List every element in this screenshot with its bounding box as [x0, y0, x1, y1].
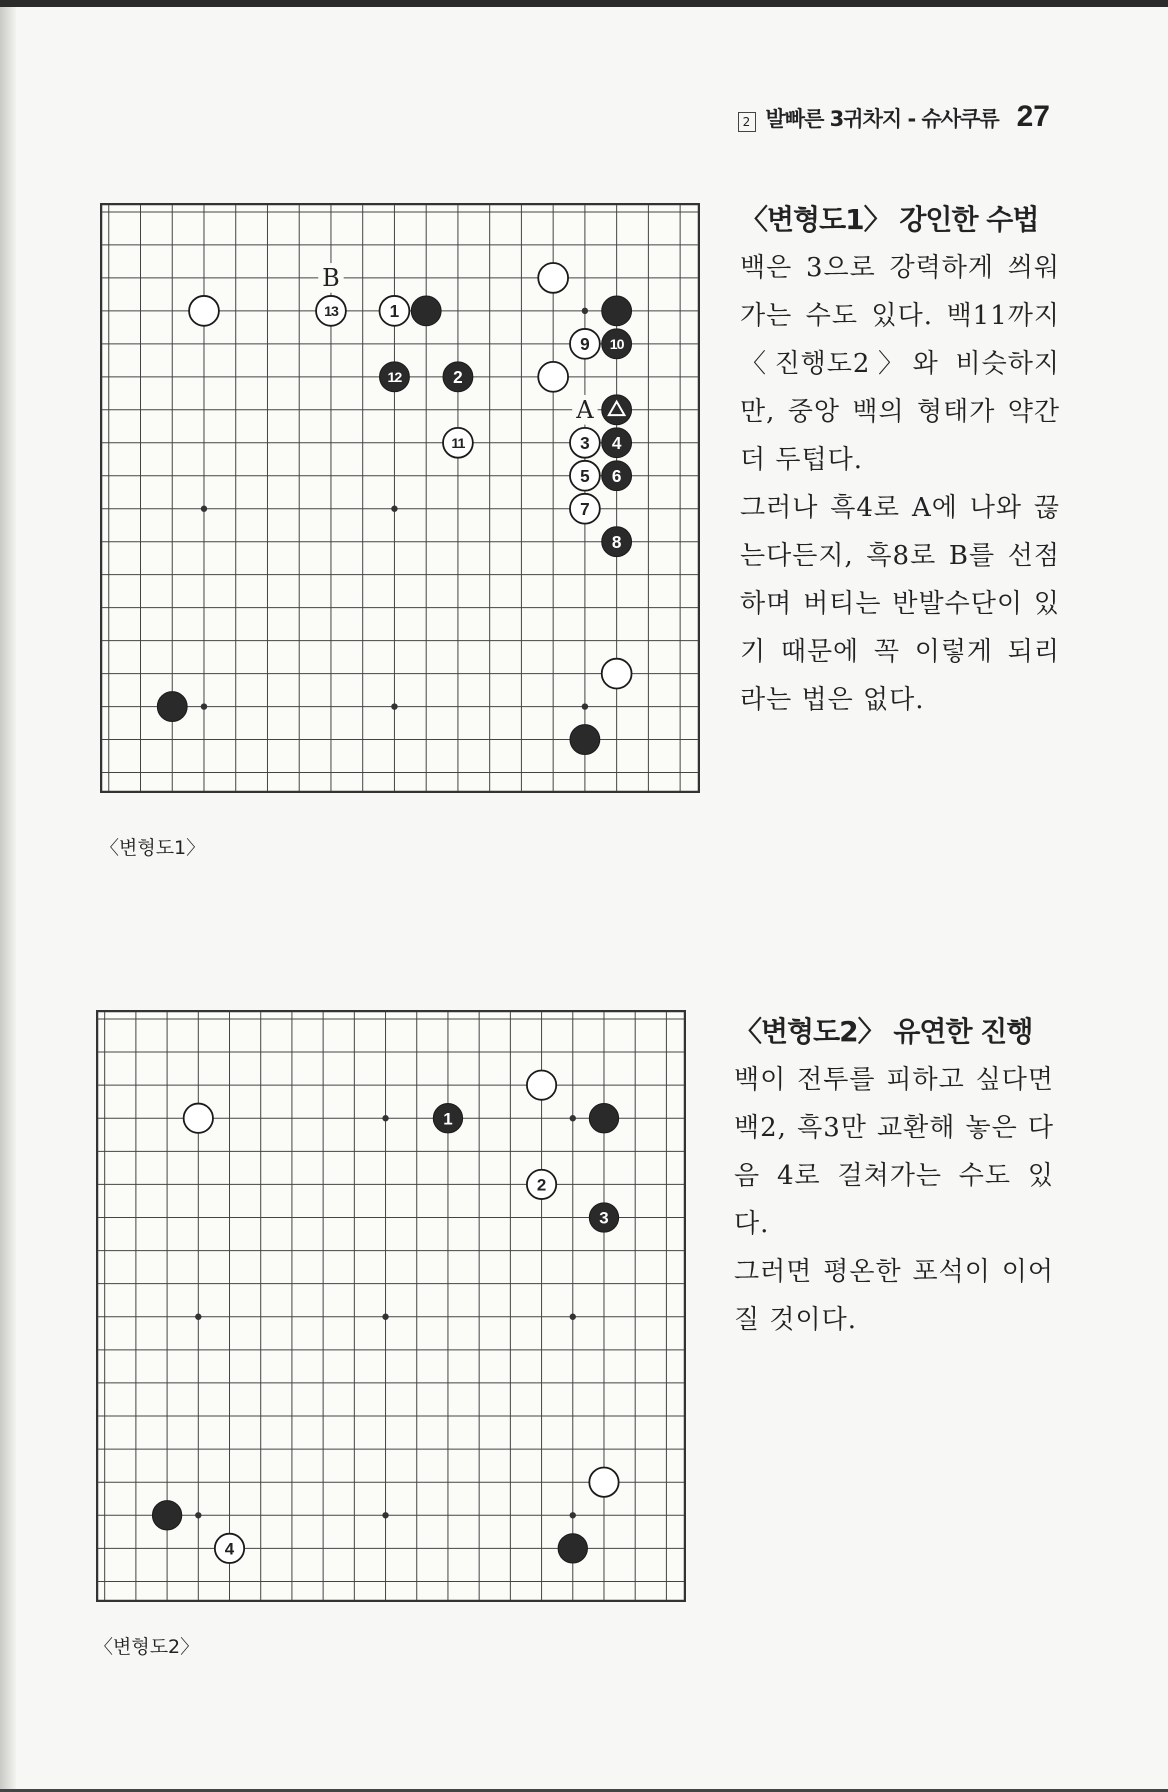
white-stone [538, 263, 568, 293]
star-point [195, 1512, 201, 1518]
board-frame [101, 204, 699, 792]
running-header [738, 100, 1051, 134]
white-stone [538, 362, 568, 392]
white-stone-3 [570, 428, 600, 458]
svg-text:2: 2 [536, 1175, 547, 1195]
svg-text:6: 6 [611, 465, 622, 486]
section-1-heading: 〈변형도1〉 강인한 수법 [740, 203, 1039, 236]
svg-text:5: 5 [580, 465, 590, 486]
black-stone-triangle [602, 395, 632, 425]
black-stone-1 [433, 1104, 462, 1133]
white-stone [589, 1468, 618, 1497]
svg-text:4: 4 [224, 1539, 235, 1559]
white-stone-5 [570, 461, 600, 491]
board-frame [97, 1011, 685, 1601]
white-stone [189, 296, 219, 326]
svg-text:13: 13 [324, 303, 338, 320]
black-stone-3 [589, 1203, 618, 1232]
svg-text:1: 1 [389, 301, 400, 322]
black-stone [558, 1534, 587, 1563]
svg-text:3: 3 [599, 1208, 609, 1228]
white-stone-9 [570, 329, 600, 359]
svg-text:7: 7 [580, 498, 590, 519]
star-point [382, 1115, 388, 1121]
white-stone-2 [527, 1170, 556, 1199]
section-2-paragraph-1: 백이 전투를 피하고 싶다면 백2, 흑3만 교환해 놓은 다음 4로 걸쳐가는 수도 있다. [734, 1065, 1054, 1239]
section-2-paragraph-2: 그러면 평온한 포석이 이어질 것이다. [734, 1257, 1054, 1335]
svg-text:12: 12 [387, 369, 402, 386]
black-stone [152, 1501, 181, 1530]
section-1-paragraph-2: 그러나 흑4로 A에 나와 끊는다든지, 흑8로 B를 선점하며 버티는 반발수단이 있기 때문에 꼭 이렇게 되리라는 법은 없다. [740, 493, 1060, 715]
white-stone-7 [570, 494, 600, 524]
star-point [582, 308, 588, 314]
star-point [570, 1314, 576, 1320]
star-point [570, 1115, 576, 1121]
svg-text:8: 8 [611, 531, 622, 552]
star-point [391, 506, 397, 512]
go-diagram-2 [96, 1010, 686, 1602]
svg-text:4: 4 [611, 432, 622, 453]
svg-text:10: 10 [609, 336, 624, 353]
white-stone [527, 1070, 556, 1099]
white-stone [602, 659, 632, 689]
black-stone [570, 725, 600, 755]
star-point [382, 1512, 388, 1518]
page-number: 27 [1016, 100, 1050, 133]
go-board-2 [96, 1010, 686, 1602]
white-stone-1 [380, 296, 410, 326]
diagram-1-caption: 〈변형도1〉 [100, 837, 206, 859]
black-stone-4 [602, 428, 632, 458]
diagram-2-caption: 〈변형도2〉 [94, 1636, 200, 1658]
star-point [201, 506, 207, 512]
white-stone [184, 1104, 213, 1133]
black-stone-2 [443, 362, 473, 392]
page-spine-shadow [0, 7, 16, 1792]
black-stone [157, 692, 187, 722]
svg-text:3: 3 [580, 432, 590, 453]
white-stone-13 [316, 296, 346, 326]
star-point [201, 703, 207, 709]
chapter-number-box: 2 [738, 112, 756, 132]
star-point [391, 703, 397, 709]
svg-text:2: 2 [453, 366, 463, 387]
go-board-1 [100, 203, 700, 793]
black-stone-6 [602, 461, 632, 491]
svg-text:9: 9 [580, 334, 590, 355]
svg-text:1: 1 [443, 1109, 453, 1129]
point-letter-b: B [322, 263, 340, 292]
commentary-section-1 [740, 198, 1060, 724]
black-stone [411, 296, 441, 326]
black-stone [602, 296, 632, 326]
commentary-section-2 [734, 1010, 1054, 1344]
top-edge [0, 0, 1168, 7]
star-point [570, 1512, 576, 1518]
star-point [382, 1314, 388, 1320]
running-header-title: 발빠른 3귀차지 - 슈사쿠류 [765, 107, 999, 131]
star-point [195, 1314, 201, 1320]
go-diagram-1 [100, 203, 700, 793]
svg-text:11: 11 [451, 435, 465, 452]
black-stone [589, 1104, 618, 1133]
black-stone-10 [602, 329, 632, 359]
white-stone-4 [215, 1534, 244, 1563]
section-1-paragraph-1: 백은 3으로 강력하게 씌워가는 수도 있다. 백11까지 〈진행도2〉와 비슷하지만, 중앙 백의 형태가 약간 더 두텁다. [740, 253, 1060, 475]
black-stone-12 [380, 362, 410, 392]
section-2-heading: 〈변형도2〉 유연한 진행 [734, 1015, 1033, 1048]
black-stone-8 [602, 527, 632, 557]
white-stone-11 [443, 428, 473, 458]
point-letter-a: A [576, 395, 594, 424]
star-point [582, 703, 588, 709]
